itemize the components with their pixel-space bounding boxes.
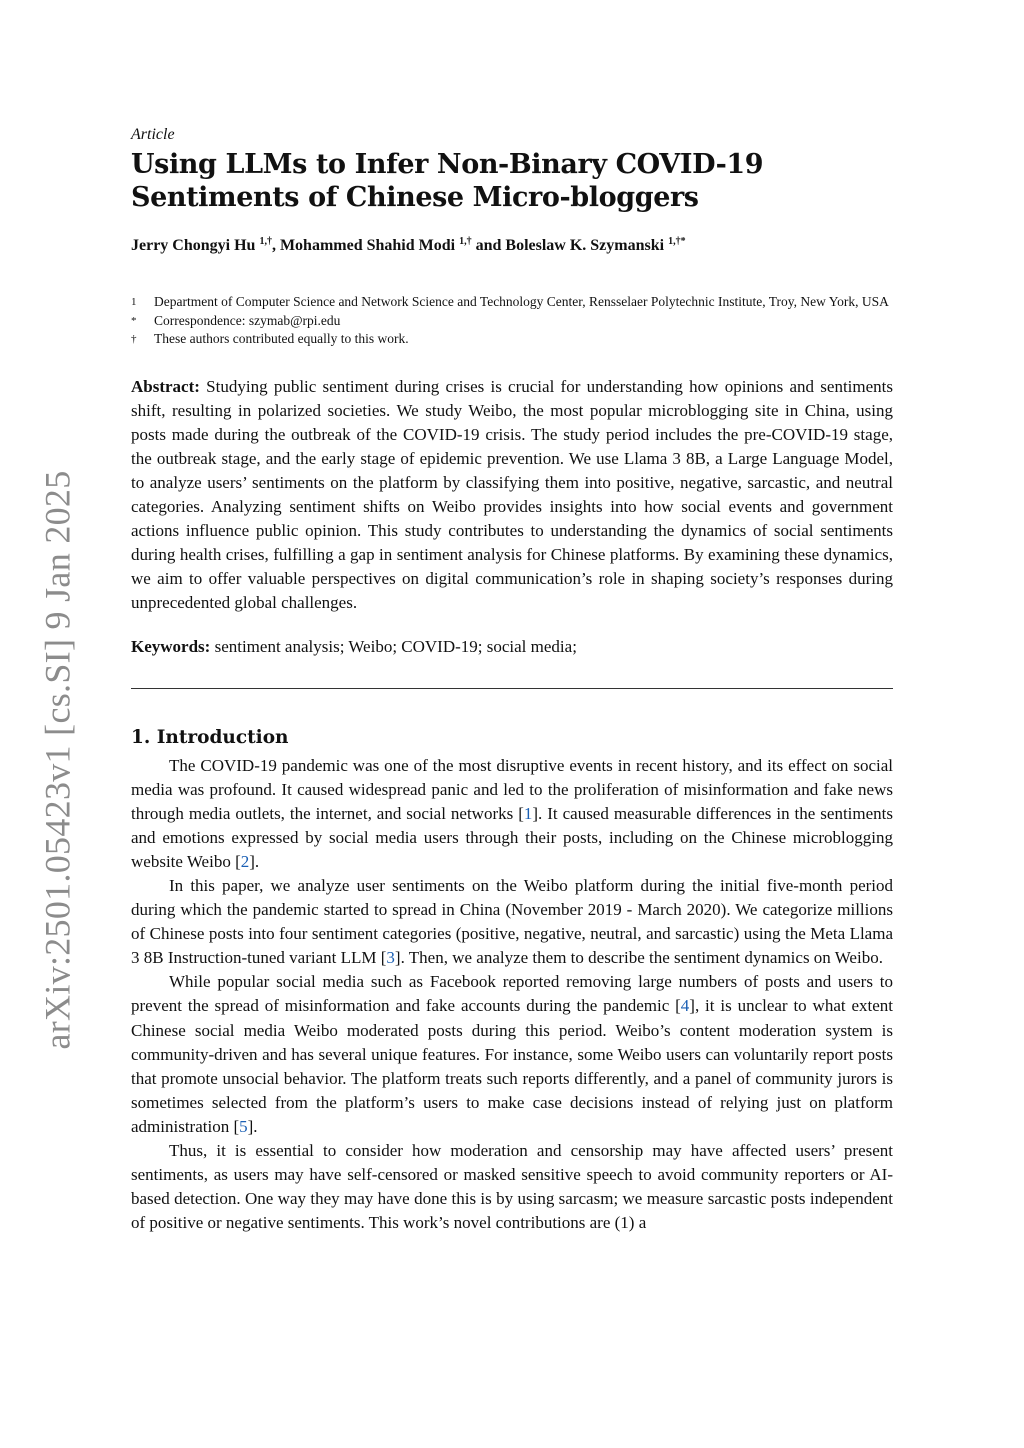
paragraph-text: In this paper, we analyze user sentiments on the Weibo platform during the initial five-month period during which the pandemic started to spread in China (November 2019 - March 2020). We categorize millions of Chinese posts into four sentiment categories (positive, negative, neutral, and sarcastic) using the Meta Llama 3 8B Instruction-tuned variant LLM [ bbox=[131, 876, 893, 968]
author-name: Jerry Chongyi Hu bbox=[131, 237, 256, 254]
abstract-text: Studying public sentiment during crises is crucial for understanding how opinions and sentiments shift, resulting in polarized societies. We study Weibo, the most popular microblogging site in China, using posts made during the outbreak of the COVID-19 crisis. The study period includes the pre-COVID-19 stage, the outbreak stage, and the early stage of epidemic prevention. We use Llama 3 8B, a Large Language Model, to analyze users’ sentiments on the platform by classifying them into positive, negative, sarcastic, and neutral categories. Analyzing sentiment shifts on Weibo provides insights into how social events and government actions influence public opinion. This study contributes to understanding the dynamics of social sentiments during health crises, fulfilling a gap in sentiment analysis for Chinese platforms. By examining these dynamics, we aim to offer valuable perspectives on digital communication’s role in shaping society’s responses during unprecedented global challenges. bbox=[131, 376, 894, 613]
equal-contribution-note bbox=[131, 330, 893, 349]
section-heading: 1. Introduction bbox=[131, 726, 289, 748]
section-divider bbox=[131, 688, 893, 689]
abstract-label: Abstract: bbox=[131, 376, 200, 396]
correspondence-item bbox=[131, 312, 893, 331]
body-paragraph bbox=[131, 1139, 893, 1235]
keywords-label: Keywords: bbox=[131, 637, 211, 657]
author-affiliation-marks: 1,† bbox=[459, 236, 472, 247]
correspondence-text: Correspondence: szymab@rpi.edu bbox=[154, 312, 341, 328]
keywords bbox=[131, 635, 893, 659]
abstract bbox=[131, 375, 893, 616]
affiliations-block bbox=[131, 293, 893, 349]
affiliation-mark: 1 bbox=[131, 296, 137, 308]
paragraph-text: The COVID-19 pandemic was one of the most disruptive events in recent history, and its effect on social media was profound. It caused widespread panic and led to the proliferation of misinformation and fake news through media outlets, the internet, and social networks [ bbox=[131, 755, 893, 823]
body-paragraph bbox=[131, 970, 893, 1139]
paragraph-text: ]. It caused measurable differences in the sentiments and emotions expressed by social media users through their posts, including on the Chinese microblogging website Weibo [ bbox=[131, 803, 894, 871]
author-name: Mohammed Shahid Modi bbox=[279, 237, 456, 254]
paper-title: Using LLMs to Infer Non-Binary COVID-19 Sentiments of Chinese Micro-bloggers bbox=[131, 149, 764, 213]
citation-link[interactable]: 5 bbox=[239, 1116, 248, 1136]
affiliation-item bbox=[131, 293, 893, 312]
paragraph-text: ], it is unclear to what extent Chinese social media Weibo moderated posts during this period. Weibo’s content moderation system is community-driven and has several unique features. For instance, some Weibo users can voluntarily report posts that promote unsocial behavior. The platform treats such reports differently, and a panel of community jurors is sometimes selected from the platform’s users to make case decisions instead of relying just on platform administration [ bbox=[131, 996, 893, 1136]
author-list bbox=[131, 236, 893, 255]
author-affiliation-marks: 1,† bbox=[259, 236, 272, 247]
keywords-text: sentiment analysis; Weibo; COVID-19; social media; bbox=[214, 637, 577, 657]
affiliation-text: Department of Computer Science and Network Science and Technology Center, Rensselaer Polytechnic Institute, Troy, New York, USA bbox=[154, 294, 889, 309]
paragraph-text: Thus, it is essential to consider how moderation and censorship may have affected users’ present sentiments, as users may have self-censored or masked sensitive speech to avoid community reporters or AI-based detection. One way they may have done this is by using sarcasm; we measure sarcastic posts independent of positive or negative sentiments. This work’s novel contributions are (1) a bbox=[131, 1141, 893, 1233]
body-paragraph bbox=[131, 874, 893, 970]
author-name: Boleslaw K. Szymanski bbox=[505, 237, 665, 254]
citation-link[interactable]: 3 bbox=[386, 948, 395, 968]
citation-link[interactable]: 4 bbox=[680, 996, 690, 1016]
citation-link[interactable]: 1 bbox=[523, 803, 533, 823]
paper-page bbox=[131, 126, 893, 1235]
article-type-label: Article bbox=[131, 126, 175, 143]
paragraph-text: While popular social media such as Facebook reported removing large numbers of posts and users to prevent the spread of misinformation and fake accounts during the pandemic [ bbox=[131, 972, 893, 1016]
affiliation-mark: † bbox=[131, 333, 137, 345]
author-separator: and bbox=[471, 237, 506, 254]
body-paragraph bbox=[131, 754, 893, 874]
affiliation-mark: * bbox=[131, 314, 137, 327]
arxiv-stamp-text: arXiv:2501.05423v1 [cs.SI] 9 Jan 2025 bbox=[38, 470, 78, 1050]
paragraph-text: ]. bbox=[247, 1116, 258, 1136]
equal-contribution-text: These authors contributed equally to this work. bbox=[154, 331, 409, 346]
paragraph-text: ]. bbox=[249, 851, 260, 871]
arxiv-identifier-stamp bbox=[30, 470, 86, 1050]
author-separator: , bbox=[271, 237, 280, 254]
author-affiliation-marks: 1,†* bbox=[668, 236, 686, 247]
paragraph-text: ]. Then, we analyze them to describe the sentiment dynamics on Weibo. bbox=[394, 948, 883, 968]
citation-link[interactable]: 2 bbox=[240, 851, 250, 871]
